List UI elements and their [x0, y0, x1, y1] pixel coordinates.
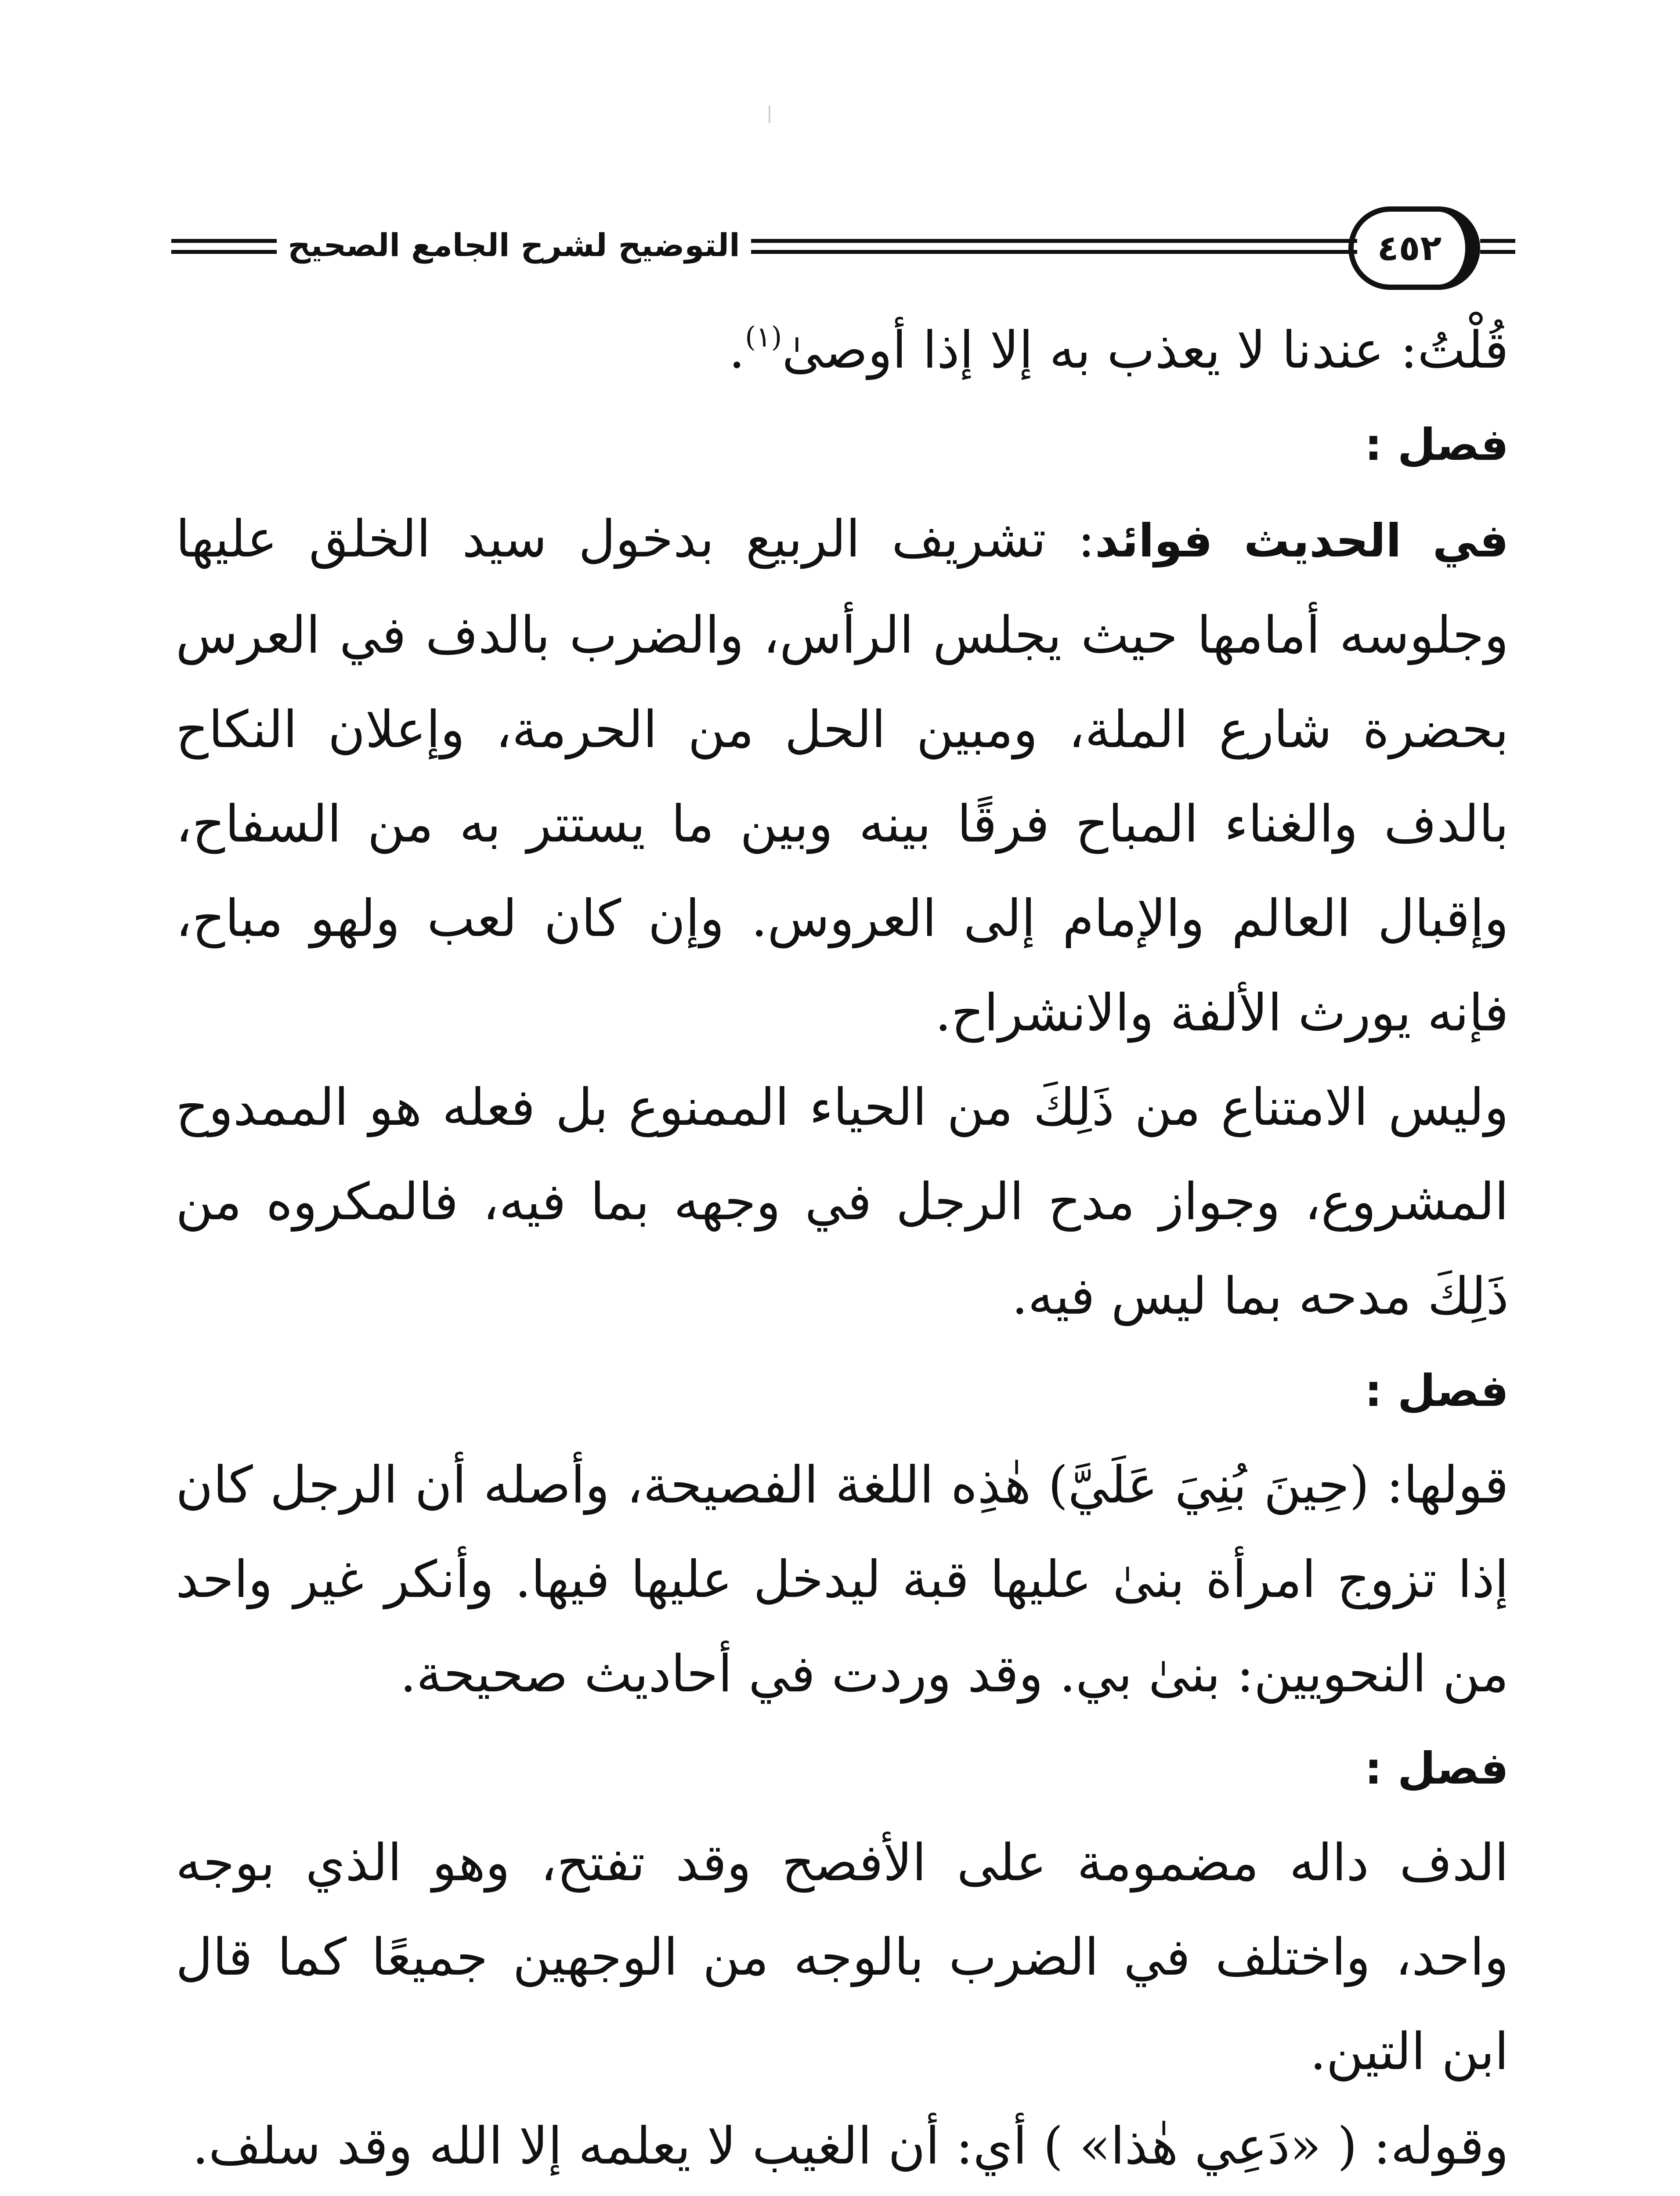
paragraph-daff: الدف داله مضمومة على الأفصح وقد تفتح، وهو الذي بوجه واحد، واختلف في الضرب بالوجه من الوجهين جميعًا كما قال ابن التين. — [176, 1833, 1509, 2081]
benefits-lead: في الحديث فوائد — [1095, 514, 1509, 567]
scan-mark — [769, 105, 770, 123]
paragraph-benefits — [176, 492, 1509, 1060]
running-header — [171, 206, 1515, 294]
paragraph-daii-hadha: وقوله: ( «دَعِي هٰذا» ) أي: أن الغيب لا يعلمه إلا الله وقد سلف. — [192, 2117, 1509, 2176]
header-rule-left — [171, 239, 277, 261]
section-heading-fasl — [176, 2193, 1509, 2196]
header-rule-right — [1480, 239, 1515, 261]
page-number: ٤٥٢ — [1377, 228, 1442, 268]
paragraph-modesty: وليس الامتناع من ذَلِكَ من الحياء الممنوع بل فعله هو الممدوح المشروع، وجواز مدح الرجل في وجهه بما فيه، فالمكروه من ذَلِكَ مدحه بما ليس فيه. — [176, 1078, 1509, 1326]
section-heading-fasl: فصل : — [1364, 419, 1509, 470]
main-text — [176, 303, 1509, 2196]
book-title: التوضيح لشرح الجامع الصحيح — [288, 227, 740, 264]
page-number-badge — [1348, 206, 1480, 290]
section-heading-fasl: فصل : — [1364, 1365, 1509, 1416]
qult-word: قُلْتُ — [1417, 321, 1509, 380]
paragraph-text: : عندنا لا يعذب به إلا إذا أوصىٰ — [782, 321, 1418, 380]
full-stop: . — [729, 321, 745, 380]
paragraph-qult — [176, 303, 1509, 397]
paragraph-text: : تشريف الربيع بدخول سيد الخلق عليها وجلوسه أمامها حيث يجلس الرأس، والضرب بالدف في العرس بحضرة شارع الملة، ومبين الحل من الحرمة، وإعلان النكاح بالدف والغناء المباح فرقًا بينه وبين ما يستتر به من السفاح، وإقبال العالم والإمام إلى العروس. وإن كان لعب ولهو مباح، فإنه يورث الألفة والانشراح. — [176, 509, 1509, 1043]
section-heading-fasl: فصل : — [1364, 1743, 1509, 1794]
header-rule-middle — [751, 239, 1357, 261]
footnote-reference: (١) — [745, 321, 782, 354]
paragraph-binaa: قولها: (حِينَ بُنِيَ عَلَيَّ) هٰذِه اللغة الفصيحة، وأصله أن الرجل كان إذا تزوج امرأة بنىٰ عليها قبة ليدخل عليها فيها. وأنكر غير واحد من النحويين: بنىٰ بي. وقد وردت في أحاديث صحيحة. — [176, 1456, 1509, 1704]
